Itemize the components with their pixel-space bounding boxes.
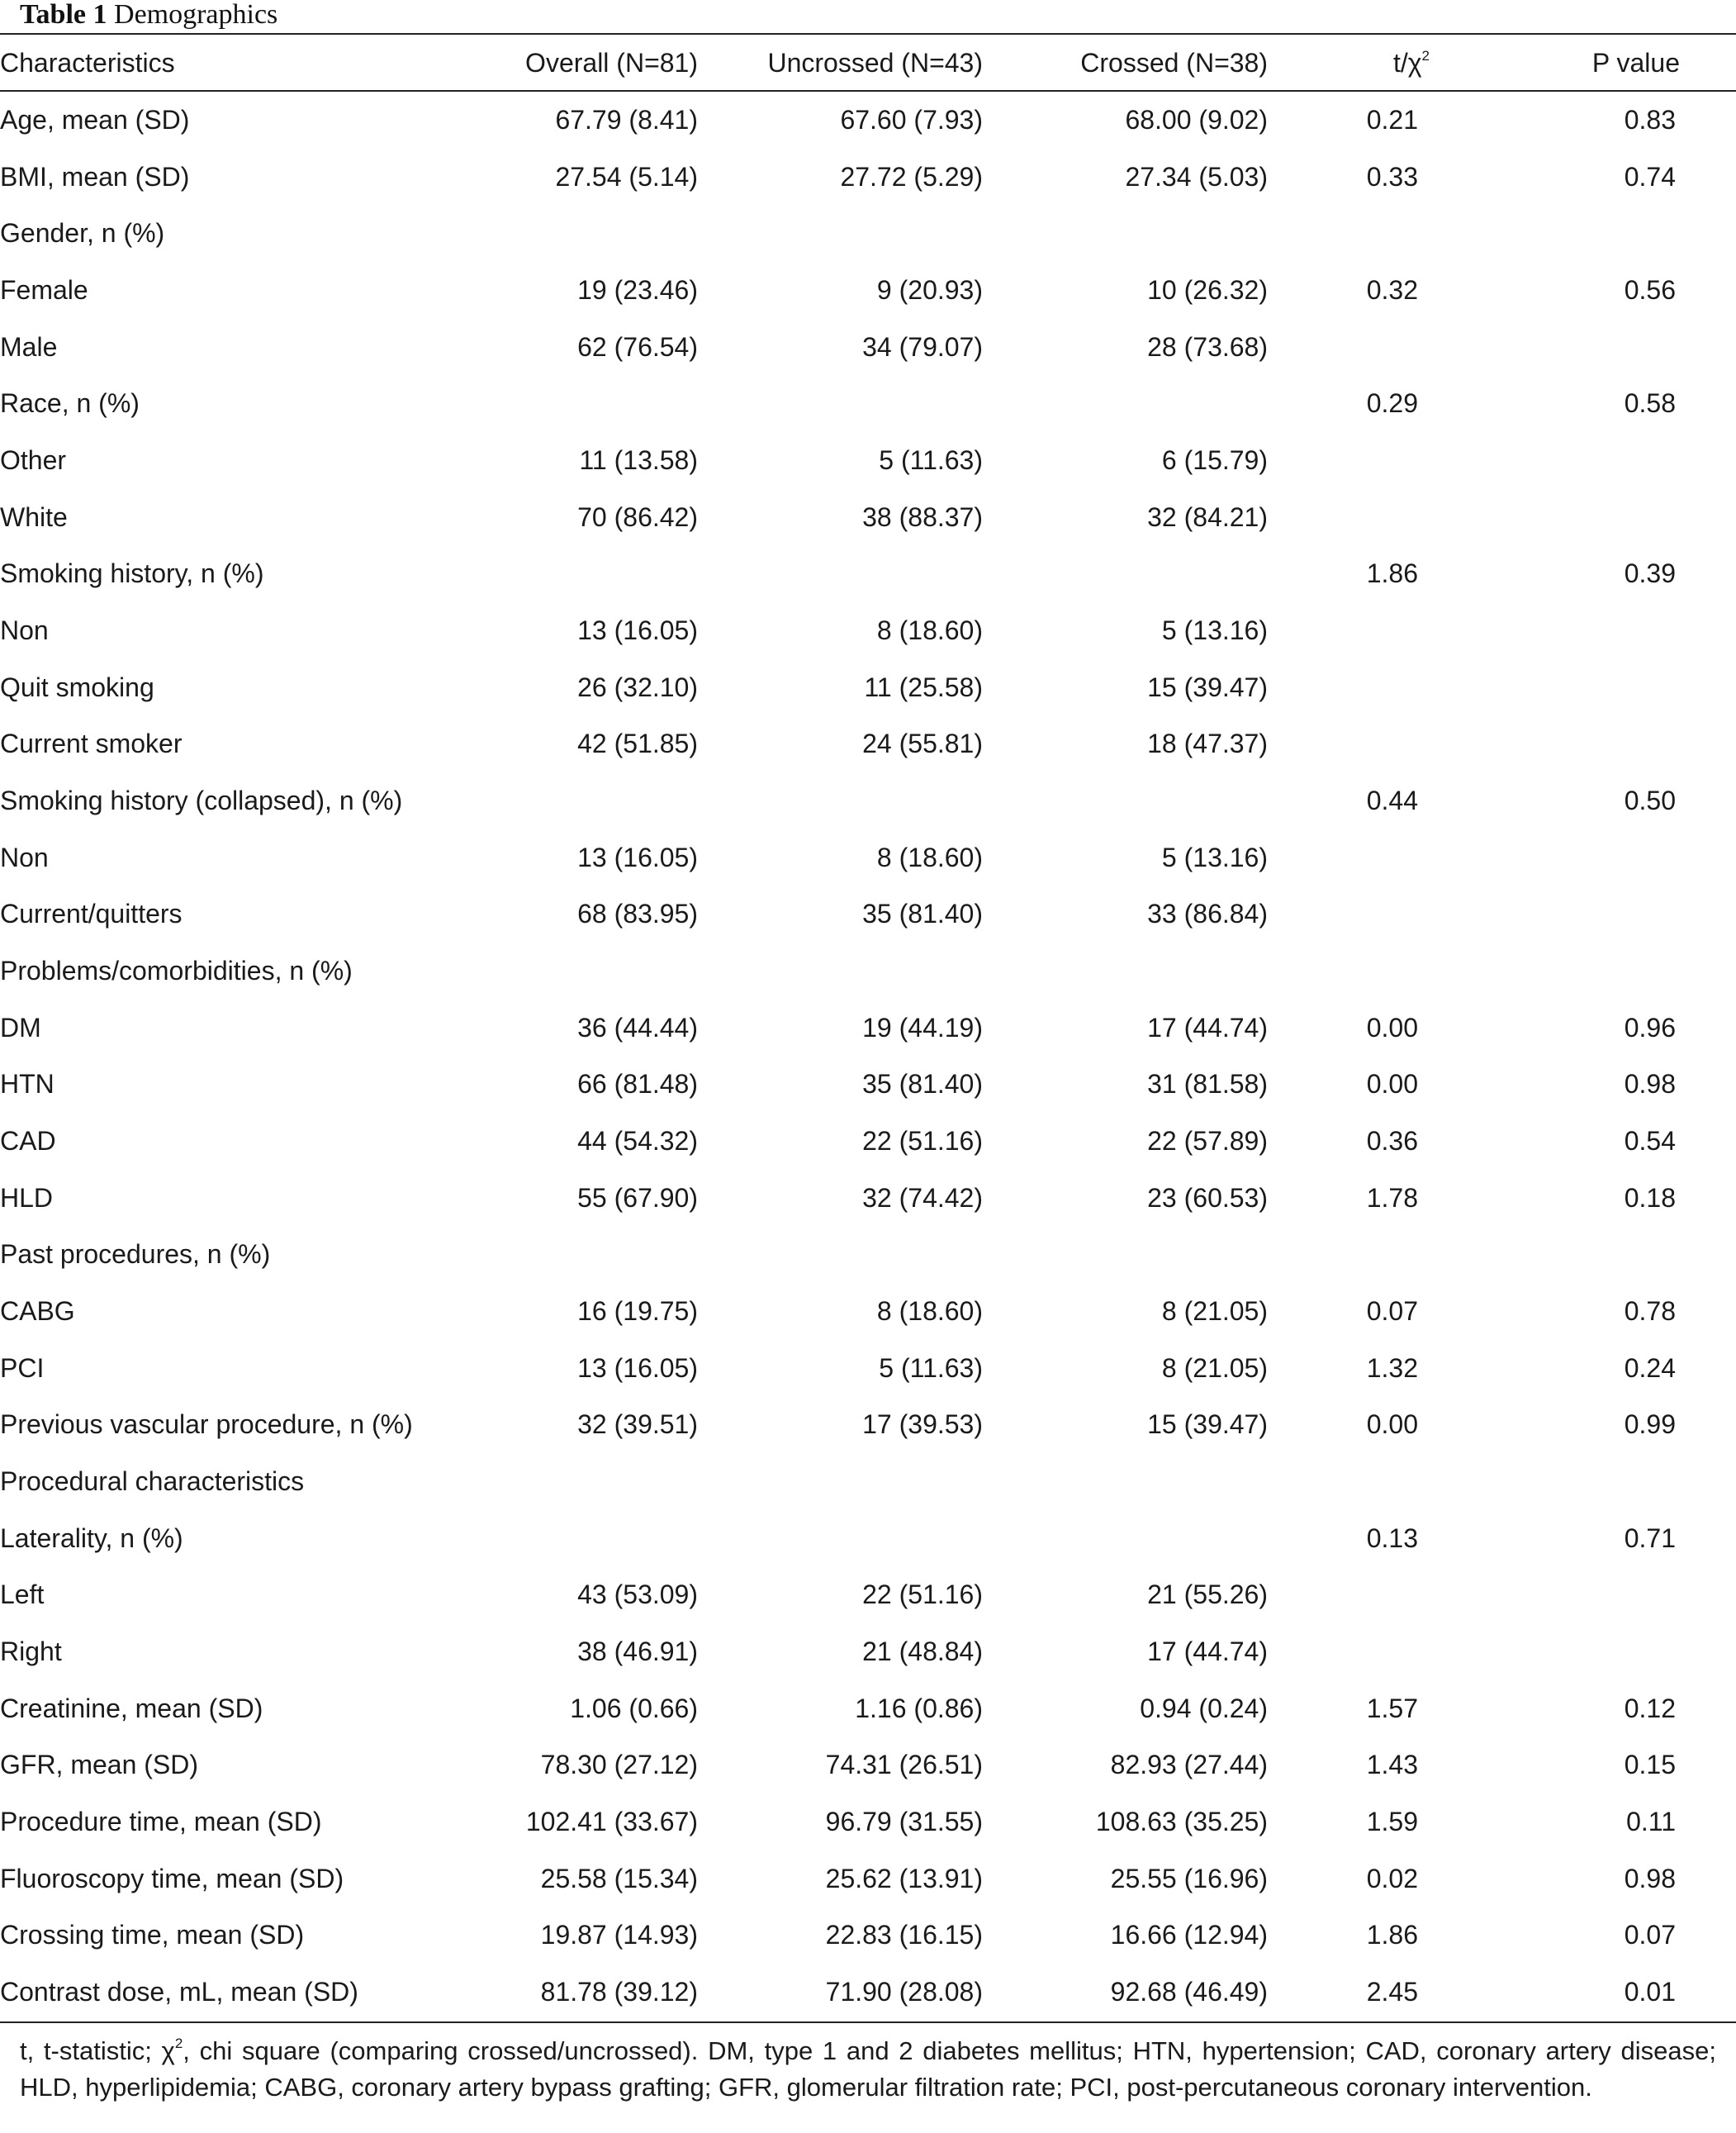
cell-overall: 16 (19.75)	[577, 1295, 698, 1326]
cell-t-chi: 0.00	[1366, 1012, 1418, 1043]
table-row	[0, 943, 1736, 1000]
cell-crossed: 27.34 (5.03)	[1125, 161, 1268, 192]
table-row	[0, 1907, 1736, 1964]
table-caption-label: Table 1	[20, 0, 107, 30]
cell-overall	[504, 376, 698, 433]
table-body	[0, 91, 1736, 2021]
table-row	[0, 1680, 1736, 1737]
cell-overall: 13 (16.05)	[577, 1352, 698, 1383]
cell-t-chi	[1268, 1226, 1491, 1283]
cell-p-value: 0.50	[1624, 786, 1676, 816]
table-caption-title: Demographics	[114, 0, 278, 30]
cell-t-chi	[1268, 602, 1491, 659]
cell-overall: 43 (53.09)	[577, 1580, 698, 1610]
table-footnote	[20, 2026, 1716, 2106]
table-row	[0, 1057, 1736, 1114]
cell-p-value	[1491, 886, 1736, 943]
cell-characteristic: Race, n (%)	[0, 388, 140, 419]
column-header-t-chi: $t/\chi^2$	[1392, 47, 1430, 78]
cell-t-chi	[1268, 432, 1491, 489]
cell-t-chi: 0.07	[1366, 1295, 1418, 1326]
footnote-text: t, t-statistic; $\chi^2$, chi square (comparing crossed/uncrossed). DM, type 1 and 2 diabetes mellitus; HTN, hypertension; CAD, coronary artery disease; HLD, hyperlipidemia; CABG, coronary artery bypass grafting; GFR, glomerular filtration rate; PCI, post-percutaneous coronary intervention.	[20, 2036, 1716, 2102]
cell-characteristic: Current smoker	[0, 729, 183, 759]
cell-p-value	[1491, 1453, 1736, 1510]
cell-uncrossed: 19 (44.19)	[862, 1012, 983, 1043]
cell-p-value	[1491, 943, 1736, 1000]
cell-overall: 102.41 (33.67)	[525, 1806, 698, 1836]
cell-overall: 68 (83.95)	[577, 899, 698, 929]
cell-p-value: 0.96	[1624, 1012, 1676, 1043]
cell-overall	[504, 1453, 698, 1510]
cell-uncrossed: 1.16 (0.86)	[855, 1693, 983, 1723]
cell-p-value: 0.74	[1624, 161, 1676, 192]
column-header-overall: Overall (N=81)	[525, 47, 698, 78]
cell-crossed: 5 (13.16)	[1161, 615, 1268, 646]
cell-p-value: 0.83	[1624, 104, 1676, 135]
table-row	[0, 772, 1736, 829]
cell-p-value: 0.54	[1624, 1125, 1676, 1156]
cell-characteristic: Crossing time, mean (SD)	[0, 1920, 305, 1950]
cell-crossed	[983, 376, 1268, 433]
cell-crossed: 8 (21.05)	[1161, 1352, 1268, 1383]
cell-p-value: 0.98	[1624, 1863, 1676, 1893]
cell-crossed	[983, 206, 1268, 263]
cell-uncrossed: 21 (48.84)	[862, 1636, 983, 1666]
cell-t-chi: 0.32	[1366, 275, 1418, 306]
table-row	[0, 1340, 1736, 1397]
cell-crossed	[983, 1226, 1268, 1283]
cell-crossed: 25.55 (16.96)	[1110, 1863, 1268, 1893]
cell-uncrossed	[698, 1510, 983, 1567]
cell-characteristic: DM	[0, 1012, 41, 1043]
cell-p-value	[1491, 1226, 1736, 1283]
cell-t-chi: 1.57	[1366, 1693, 1418, 1723]
table-bottom-rule	[0, 2021, 1736, 2023]
cell-characteristic: HLD	[0, 1182, 54, 1213]
header-row	[0, 35, 1736, 91]
cell-p-value: 0.56	[1624, 275, 1676, 306]
cell-overall: 13 (16.05)	[577, 615, 698, 646]
cell-p-value	[1491, 1566, 1736, 1623]
cell-uncrossed	[698, 772, 983, 829]
cell-p-value: 0.11	[1626, 1806, 1676, 1836]
cell-overall: 13 (16.05)	[577, 842, 698, 872]
cell-p-value	[1491, 489, 1736, 546]
cell-uncrossed: 25.62 (13.91)	[825, 1863, 983, 1893]
cell-p-value: 0.99	[1624, 1409, 1676, 1440]
cell-overall: 81.78 (39.12)	[540, 1976, 698, 2007]
cell-uncrossed	[698, 1453, 983, 1510]
cell-t-chi	[1268, 319, 1491, 376]
table-row	[0, 1113, 1736, 1170]
table-row	[0, 1736, 1736, 1793]
cell-uncrossed: 17 (39.53)	[862, 1409, 983, 1440]
cell-crossed: 82.93 (27.44)	[1110, 1750, 1268, 1780]
cell-characteristic: Laterality, n (%)	[0, 1523, 183, 1553]
table-row	[0, 1453, 1736, 1510]
cell-uncrossed: 38 (88.37)	[862, 501, 983, 532]
table-row	[0, 376, 1736, 433]
cell-characteristic: Smoking history, n (%)	[0, 558, 264, 589]
cell-uncrossed: 5 (11.63)	[879, 445, 983, 476]
cell-t-chi: 1.78	[1366, 1182, 1418, 1213]
table-row	[0, 886, 1736, 943]
table-row	[0, 1510, 1736, 1567]
cell-t-chi: 0.21	[1366, 104, 1418, 135]
cell-uncrossed: 24 (55.81)	[862, 729, 983, 759]
cell-t-chi: 0.36	[1366, 1125, 1418, 1156]
cell-t-chi: 0.44	[1366, 786, 1418, 816]
cell-t-chi: 0.00	[1366, 1069, 1418, 1100]
table-row	[0, 489, 1736, 546]
cell-characteristic: CABG	[0, 1295, 75, 1326]
cell-p-value: 0.01	[1624, 1976, 1676, 2007]
cell-crossed: 15 (39.47)	[1147, 1409, 1268, 1440]
cell-overall: 62 (76.54)	[577, 331, 698, 362]
cell-uncrossed: 8 (18.60)	[876, 842, 983, 872]
cell-crossed: 31 (81.58)	[1147, 1069, 1268, 1100]
cell-overall	[504, 943, 698, 1000]
cell-uncrossed: 32 (74.42)	[862, 1182, 983, 1213]
cell-uncrossed	[698, 546, 983, 603]
cell-characteristic: Contrast dose, mL, mean (SD)	[0, 1976, 358, 2007]
table-row	[0, 1623, 1736, 1680]
cell-crossed	[983, 546, 1268, 603]
cell-t-chi: 2.45	[1366, 1976, 1418, 2007]
cell-crossed: 10 (26.32)	[1147, 275, 1268, 306]
cell-crossed: 32 (84.21)	[1147, 501, 1268, 532]
cell-overall: 27.54 (5.14)	[555, 161, 698, 192]
cell-overall	[504, 1226, 698, 1283]
cell-p-value	[1491, 829, 1736, 886]
cell-characteristic: HTN	[0, 1069, 55, 1100]
cell-p-value	[1491, 1623, 1736, 1680]
cell-uncrossed	[698, 206, 983, 263]
table-row	[0, 1000, 1736, 1057]
cell-uncrossed: 35 (81.40)	[862, 1069, 983, 1100]
cell-t-chi: 1.32	[1366, 1352, 1418, 1383]
cell-p-value: 0.18	[1624, 1182, 1676, 1213]
cell-overall: 25.58 (15.34)	[540, 1863, 698, 1893]
cell-crossed: 33 (86.84)	[1147, 899, 1268, 929]
cell-p-value	[1491, 602, 1736, 659]
cell-t-chi: 1.86	[1366, 558, 1418, 589]
demographics-table	[0, 35, 1736, 2021]
cell-crossed: 28 (73.68)	[1147, 331, 1268, 362]
cell-crossed: 22 (57.89)	[1147, 1125, 1268, 1156]
table-row	[0, 1850, 1736, 1907]
cell-characteristic: Problems/comorbidities, n (%)	[0, 956, 353, 986]
table-row	[0, 1283, 1736, 1340]
cell-uncrossed	[698, 943, 983, 1000]
cell-overall: 38 (46.91)	[577, 1636, 698, 1666]
cell-p-value: 0.98	[1624, 1069, 1676, 1100]
cell-p-value	[1491, 659, 1736, 716]
cell-characteristic: Non	[0, 842, 49, 872]
cell-t-chi: 0.29	[1366, 388, 1418, 419]
cell-overall: 19 (23.46)	[577, 275, 698, 306]
cell-uncrossed	[698, 1226, 983, 1283]
cell-overall: 32 (39.51)	[577, 1409, 698, 1440]
cell-characteristic: Other	[0, 445, 67, 476]
cell-uncrossed: 96.79 (31.55)	[825, 1806, 983, 1836]
cell-crossed: 8 (21.05)	[1161, 1295, 1268, 1326]
cell-crossed: 23 (60.53)	[1147, 1182, 1268, 1213]
cell-uncrossed: 11 (25.58)	[864, 672, 983, 702]
table-row	[0, 432, 1736, 489]
cell-overall: 42 (51.85)	[577, 729, 698, 759]
cell-uncrossed	[698, 376, 983, 433]
cell-p-value	[1491, 206, 1736, 263]
table-row	[0, 546, 1736, 603]
cell-characteristic: Previous vascular procedure, n (%)	[0, 1409, 413, 1440]
cell-overall: 66 (81.48)	[577, 1069, 698, 1100]
cell-crossed: 18 (47.37)	[1147, 729, 1268, 759]
cell-uncrossed: 34 (79.07)	[862, 331, 983, 362]
cell-characteristic: Fluoroscopy time, mean (SD)	[0, 1863, 344, 1893]
cell-crossed: 5 (13.16)	[1161, 842, 1268, 872]
cell-t-chi	[1268, 829, 1491, 886]
table-row	[0, 1793, 1736, 1850]
cell-p-value: 0.12	[1624, 1693, 1676, 1723]
cell-crossed	[983, 1510, 1268, 1567]
cell-p-value: 0.15	[1624, 1750, 1676, 1780]
cell-t-chi	[1268, 206, 1491, 263]
cell-crossed: 6 (15.79)	[1161, 445, 1268, 476]
cell-t-chi: 0.00	[1366, 1409, 1418, 1440]
cell-crossed	[983, 772, 1268, 829]
table-row	[0, 319, 1736, 376]
cell-p-value: 0.39	[1624, 558, 1676, 589]
cell-p-value: 0.24	[1624, 1352, 1676, 1383]
cell-characteristic: Male	[0, 331, 58, 362]
cell-uncrossed: 9 (20.93)	[876, 275, 983, 306]
table-row	[0, 1566, 1736, 1623]
cell-overall: 1.06 (0.66)	[570, 1693, 698, 1723]
cell-p-value	[1491, 716, 1736, 773]
cell-uncrossed: 22 (51.16)	[862, 1125, 983, 1156]
cell-crossed: 68.00 (9.02)	[1125, 104, 1268, 135]
cell-overall	[504, 546, 698, 603]
cell-crossed: 108.63 (35.25)	[1095, 1806, 1268, 1836]
cell-overall: 19.87 (14.93)	[540, 1920, 698, 1950]
cell-overall: 26 (32.10)	[577, 672, 698, 702]
table-row	[0, 206, 1736, 263]
cell-t-chi: 0.02	[1366, 1863, 1418, 1893]
cell-crossed: 21 (55.26)	[1147, 1580, 1268, 1610]
cell-uncrossed: 8 (18.60)	[876, 615, 983, 646]
cell-overall: 78.30 (27.12)	[540, 1750, 698, 1780]
cell-t-chi: 1.86	[1366, 1920, 1418, 1950]
superscript-two: 2	[174, 2036, 183, 2051]
cell-characteristic: Current/quitters	[0, 899, 183, 929]
cell-uncrossed: 71.90 (28.08)	[825, 1976, 983, 2007]
table-row	[0, 659, 1736, 716]
table-row	[0, 602, 1736, 659]
table-header	[0, 35, 1736, 91]
cell-crossed	[983, 943, 1268, 1000]
table-row	[0, 91, 1736, 149]
cell-characteristic: Left	[0, 1580, 45, 1610]
cell-overall: 55 (67.90)	[577, 1182, 698, 1213]
cell-characteristic: Past procedures, n (%)	[0, 1239, 271, 1270]
cell-p-value	[1491, 432, 1736, 489]
cell-overall	[504, 1510, 698, 1567]
cell-p-value: 0.78	[1624, 1295, 1676, 1326]
table-row	[0, 1170, 1736, 1227]
column-header-characteristics: Characteristics	[0, 47, 175, 78]
cell-t-chi	[1268, 659, 1491, 716]
cell-uncrossed: 5 (11.63)	[879, 1352, 983, 1383]
cell-t-chi: 1.43	[1366, 1750, 1418, 1780]
cell-t-chi	[1268, 1623, 1491, 1680]
cell-t-chi	[1268, 716, 1491, 773]
cell-t-chi	[1268, 886, 1491, 943]
cell-overall: 70 (86.42)	[577, 501, 698, 532]
cell-characteristic: White	[0, 501, 68, 532]
cell-t-chi	[1268, 1453, 1491, 1510]
table-row	[0, 1226, 1736, 1283]
cell-crossed: 15 (39.47)	[1147, 672, 1268, 702]
cell-characteristic: GFR, mean (SD)	[0, 1750, 199, 1780]
cell-characteristic: Right	[0, 1636, 62, 1666]
cell-crossed: 92.68 (46.49)	[1110, 1976, 1268, 2007]
cell-characteristic: Procedural characteristics	[0, 1466, 305, 1496]
cell-t-chi: 1.59	[1366, 1806, 1418, 1836]
cell-overall: 36 (44.44)	[577, 1012, 698, 1043]
cell-t-chi: 0.13	[1366, 1523, 1418, 1553]
cell-characteristic: Smoking history (collapsed), n (%)	[0, 786, 403, 816]
cell-uncrossed: 22.83 (16.15)	[825, 1920, 983, 1950]
cell-uncrossed: 74.31 (26.51)	[825, 1750, 983, 1780]
cell-uncrossed: 22 (51.16)	[862, 1580, 983, 1610]
cell-crossed	[983, 1453, 1268, 1510]
cell-p-value: 0.71	[1624, 1523, 1676, 1553]
cell-t-chi	[1268, 489, 1491, 546]
cell-characteristic: CAD	[0, 1125, 56, 1156]
cell-overall: 44 (54.32)	[577, 1125, 698, 1156]
cell-crossed: 17 (44.74)	[1147, 1012, 1268, 1043]
cell-crossed: 0.94 (0.24)	[1140, 1693, 1268, 1723]
cell-p-value: 0.58	[1624, 388, 1676, 419]
cell-t-chi	[1268, 943, 1491, 1000]
cell-characteristic: Female	[0, 275, 88, 306]
cell-uncrossed: 35 (81.40)	[862, 899, 983, 929]
cell-overall	[504, 206, 698, 263]
cell-uncrossed: 8 (18.60)	[876, 1295, 983, 1326]
cell-crossed: 16.66 (12.94)	[1110, 1920, 1268, 1950]
cell-overall	[504, 772, 698, 829]
table-row	[0, 262, 1736, 319]
table-caption	[20, 0, 277, 30]
cell-crossed: 17 (44.74)	[1147, 1636, 1268, 1666]
column-header-uncrossed: Uncrossed (N=43)	[767, 47, 983, 78]
cell-characteristic: Gender, n (%)	[0, 218, 165, 249]
cell-t-chi: 0.33	[1366, 161, 1418, 192]
table-row	[0, 829, 1736, 886]
cell-characteristic: PCI	[0, 1352, 45, 1383]
table-row	[0, 716, 1736, 773]
cell-uncrossed: 27.72 (5.29)	[840, 161, 983, 192]
cell-characteristic: Quit smoking	[0, 672, 154, 702]
cell-overall: 67.79 (8.41)	[555, 104, 698, 135]
table-row	[0, 1964, 1736, 2021]
table-row	[0, 1396, 1736, 1453]
cell-uncrossed: 67.60 (7.93)	[840, 104, 983, 135]
cell-t-chi	[1268, 1566, 1491, 1623]
cell-characteristic: Procedure time, mean (SD)	[0, 1806, 322, 1836]
cell-p-value: 0.07	[1624, 1920, 1676, 1950]
cell-characteristic: Age, mean (SD)	[0, 104, 190, 135]
cell-overall: 11 (13.58)	[579, 445, 698, 476]
cell-characteristic: BMI, mean (SD)	[0, 161, 190, 192]
cell-p-value	[1491, 319, 1736, 376]
column-header-p-value: P value	[1591, 47, 1680, 78]
column-header-crossed: Crossed (N=38)	[1080, 47, 1268, 78]
cell-characteristic: Non	[0, 615, 49, 646]
cell-characteristic: Creatinine, mean (SD)	[0, 1693, 263, 1723]
table-row	[0, 149, 1736, 206]
